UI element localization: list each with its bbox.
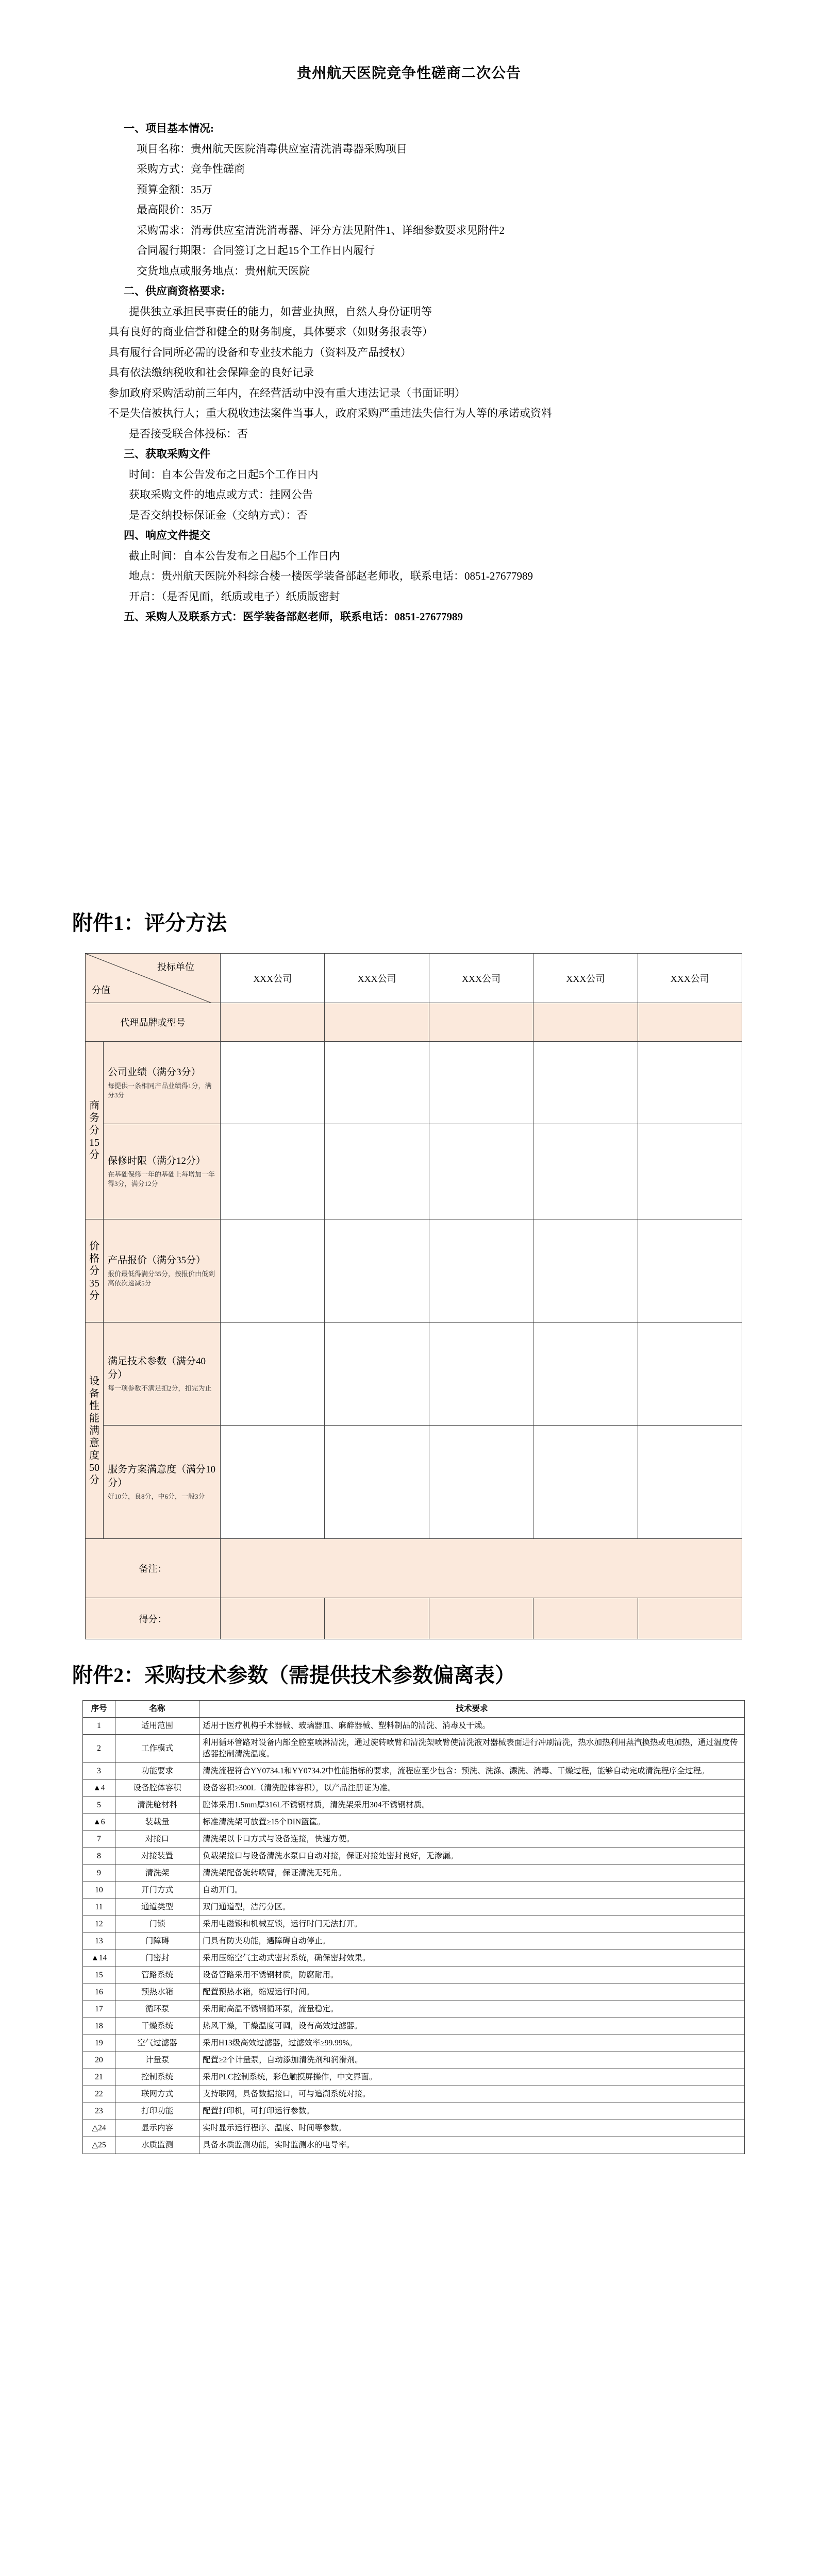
row-seq: 10 bbox=[83, 1882, 115, 1899]
section1-line: 最高限价：35万 bbox=[137, 204, 212, 216]
row-seq: △24 bbox=[83, 2120, 115, 2137]
page-title: 贵州航天医院竞争性磋商二次公告 bbox=[296, 65, 521, 81]
tech-params-table-part1 bbox=[82, 1700, 745, 2154]
group-tech: 设备性能满意度50分 bbox=[86, 1323, 104, 1539]
row-requirement: 清洗架以卡口方式与设备连接，快速方便。 bbox=[199, 1831, 745, 1848]
row-name: 门障碍 bbox=[115, 1933, 199, 1950]
attachment2-title: 附件2：采购技术参数（需提供技术参数偏离表） bbox=[72, 1664, 515, 1687]
row-seq: 9 bbox=[83, 1865, 115, 1882]
section2-line: 不是失信被执行人；重大税收违法案件当事人，政府采购严重违法失信行为人等的承诺或资料 bbox=[108, 407, 552, 419]
section4-line: 截止时间：自本公告发布之日起5个工作日内 bbox=[129, 549, 340, 562]
row-requirement: 配置预热水箱，缩短运行时间。 bbox=[199, 1984, 745, 2001]
row-requirement: 具备水质监测功能，实时监测水的电导率。 bbox=[199, 2137, 745, 2154]
announcement-body bbox=[108, 118, 706, 628]
table-row bbox=[83, 1950, 745, 1967]
group-price: 价格分35分 bbox=[86, 1219, 104, 1323]
row-seq: 21 bbox=[83, 2069, 115, 2086]
row-name: 适用范围 bbox=[115, 1718, 199, 1735]
row-name: 清洗架 bbox=[115, 1865, 199, 1882]
row-seq: 23 bbox=[83, 2103, 115, 2120]
row-seq: 16 bbox=[83, 1984, 115, 2001]
section1-line: 采购需求：消毒供应室清洗消毒器、评分方法见附件1、详细参数要求见附件2 bbox=[137, 224, 505, 236]
row-name: 通道类型 bbox=[115, 1899, 199, 1916]
table-row bbox=[83, 1984, 745, 2001]
row-requirement: 采用耐高温不锈钢循环泵，流量稳定。 bbox=[199, 2001, 745, 2018]
section2-line: 具有依法缴纳税收和社会保障金的良好记录 bbox=[108, 366, 314, 379]
section3-heading: 三、获取采购文件 bbox=[124, 448, 210, 460]
scoring-table bbox=[85, 953, 742, 1639]
row-name: 联网方式 bbox=[115, 2086, 199, 2103]
corner-top-label: 投标单位 bbox=[157, 962, 194, 972]
table-row bbox=[83, 1916, 745, 1933]
row-seq: ▲14 bbox=[83, 1950, 115, 1967]
corner-bottom-label: 分值 bbox=[92, 985, 110, 995]
row-requirement: 标准清洗架可放置≥15个DIN篮筐。 bbox=[199, 1814, 745, 1831]
row-requirement: 清洗架配备旋转喷臂，保证清洗无死角。 bbox=[199, 1865, 745, 1882]
section1-heading: 一、项目基本情况: bbox=[124, 122, 214, 134]
row-requirement: 门具有防夹功能，遇障碍自动停止。 bbox=[199, 1933, 745, 1950]
criterion-warranty: 保修时限（满分12分） 在基础保修一年的基础上每增加一年得3分，满分12分 bbox=[104, 1124, 221, 1219]
section2-line: 参加政府采购活动前三年内，在经营活动中没有重大违法记录（书面证明） bbox=[108, 386, 465, 399]
section4-line: 开启：（是否见面，纸质或电子）纸质版密封 bbox=[129, 590, 340, 603]
header-name: 名称 bbox=[115, 1701, 199, 1718]
table-row bbox=[83, 2035, 745, 2052]
section3-line: 时间：自本公告发布之日起5个工作日内 bbox=[129, 468, 319, 481]
row-name: 预热水箱 bbox=[115, 1984, 199, 2001]
brand-row-label: 代理品牌或型号 bbox=[86, 1003, 221, 1042]
row-requirement: 自动开门。 bbox=[199, 1882, 745, 1899]
section1-line: 预算金额：35万 bbox=[137, 183, 212, 196]
company-header: XXX公司 bbox=[638, 954, 742, 1003]
row-requirement: 设备容积≥300L（清洗腔体容积），以产品注册证为准。 bbox=[199, 1780, 745, 1797]
row-name: 门密封 bbox=[115, 1950, 199, 1967]
row-seq: 11 bbox=[83, 1899, 115, 1916]
row-seq: 20 bbox=[83, 2052, 115, 2069]
table-row bbox=[83, 2103, 745, 2120]
table-row bbox=[83, 1899, 745, 1916]
row-name: 开门方式 bbox=[115, 1882, 199, 1899]
row-requirement: 腔体采用1.5mm厚316L不锈钢材质，清洗架采用304不锈钢材质。 bbox=[199, 1797, 745, 1814]
company-header: XXX公司 bbox=[533, 954, 638, 1003]
criterion-tech-params: 满足技术参数（满分40分） 每一项参数不满足扣2分，扣完为止 bbox=[104, 1323, 221, 1426]
row-requirement: 采用电磁锁和机械互锁，运行时门无法打开。 bbox=[199, 1916, 745, 1933]
row-name: 门锁 bbox=[115, 1916, 199, 1933]
row-requirement: 设备管路采用不锈钢材质，防腐耐用。 bbox=[199, 1967, 745, 1984]
row-name: 计量泵 bbox=[115, 2052, 199, 2069]
row-seq: 18 bbox=[83, 2018, 115, 2035]
section2-line: 是否接受联合体投标：否 bbox=[129, 427, 248, 440]
row-seq: 7 bbox=[83, 1831, 115, 1848]
row-requirement: 热风干燥，干燥温度可调，设有高效过滤器。 bbox=[199, 2018, 745, 2035]
row-seq: 17 bbox=[83, 2001, 115, 2018]
row-seq: 1 bbox=[83, 1718, 115, 1735]
row-seq: 22 bbox=[83, 2086, 115, 2103]
row-name: 工作模式 bbox=[115, 1735, 199, 1763]
table-row bbox=[83, 1865, 745, 1882]
row-name: 对接口 bbox=[115, 1831, 199, 1848]
row-seq: 3 bbox=[83, 1763, 115, 1780]
table-row bbox=[83, 2052, 745, 2069]
row-seq: 2 bbox=[83, 1735, 115, 1763]
group-business: 商务分15分 bbox=[86, 1042, 104, 1219]
table-corner bbox=[86, 954, 221, 1003]
company-header: XXX公司 bbox=[429, 954, 533, 1003]
table-row bbox=[83, 1797, 745, 1814]
table-row bbox=[83, 1735, 745, 1763]
table-row bbox=[83, 2018, 745, 2035]
table-row bbox=[83, 1933, 745, 1950]
row-requirement: 配置≥2个计量泵，自动添加清洗剂和润滑剂。 bbox=[199, 2052, 745, 2069]
table-row bbox=[83, 1814, 745, 1831]
row-seq: ▲6 bbox=[83, 1814, 115, 1831]
row-name: 控制系统 bbox=[115, 2069, 199, 2086]
section3-line: 是否交纳投标保证金（交纳方式）：否 bbox=[129, 509, 308, 521]
table-row bbox=[83, 2069, 745, 2086]
company-header: XXX公司 bbox=[325, 954, 429, 1003]
row-requirement: 利用循环管路对设备内部全腔室喷淋清洗，通过旋转喷臂和清洗架喷臂使清洗液对器械表面进行冲刷清洗，热水加热利用蒸汽换热或电加热，通过温度传感器控制清洗温度。 bbox=[199, 1735, 745, 1763]
row-name: 显示内容 bbox=[115, 2120, 199, 2137]
section5-text: 五、采购人及联系方式：医学装备部赵老师，联系电话：0851-27677989 bbox=[124, 611, 463, 623]
table-row bbox=[83, 1718, 745, 1735]
row-seq: 19 bbox=[83, 2035, 115, 2052]
row-requirement: 实时显示运行程序、温度、时间等参数。 bbox=[199, 2120, 745, 2137]
row-seq: △25 bbox=[83, 2137, 115, 2154]
row-name: 设备腔体容积 bbox=[115, 1780, 199, 1797]
criterion-price: 产品报价（满分35分） 报价最低得满分35分，按报价由低到高依次递减5分 bbox=[104, 1219, 221, 1323]
row-requirement: 清洗流程符合YY0734.1和YY0734.2中性能指标的要求，流程应至少包含：预洗、洗涤、漂洗、消毒、干燥过程，能够自动完成清洗程序全过程。 bbox=[199, 1763, 745, 1780]
row-seq: 8 bbox=[83, 1848, 115, 1865]
section2-line: 具有良好的商业信誉和健全的财务制度，具体要求（如财务报表等） bbox=[108, 326, 433, 338]
table-row bbox=[83, 1848, 745, 1865]
row-name: 功能要求 bbox=[115, 1763, 199, 1780]
row-name: 水质监测 bbox=[115, 2137, 199, 2154]
row-requirement: 采用H13级高效过滤器，过滤效率≥99.99%。 bbox=[199, 2035, 745, 2052]
row-seq: 15 bbox=[83, 1967, 115, 1984]
row-requirement: 双门通道型，洁污分区。 bbox=[199, 1899, 745, 1916]
row-requirement: 采用PLC控制系统，彩色触摸屏操作，中文界面。 bbox=[199, 2069, 745, 2086]
section1-line: 交货地点或服务地点：贵州航天医院 bbox=[137, 264, 310, 277]
section3-line: 获取采购文件的地点或方式：挂网公告 bbox=[129, 488, 313, 501]
row-requirement: 负载架接口与设备清洗水泵口自动对接，保证对接处密封良好，无渗漏。 bbox=[199, 1848, 745, 1865]
section2-line: 提供独立承担民事责任的能力，如营业执照，自然人身份证明等 bbox=[129, 305, 432, 318]
row-name: 打印功能 bbox=[115, 2103, 199, 2120]
table-row bbox=[83, 1967, 745, 1984]
table-row bbox=[83, 2137, 745, 2154]
row-name: 干燥系统 bbox=[115, 2018, 199, 2035]
table-row bbox=[83, 2120, 745, 2137]
table-row bbox=[83, 1763, 745, 1780]
row-requirement: 配置打印机，可打印运行参数。 bbox=[199, 2103, 745, 2120]
row-requirement: 采用压缩空气主动式密封系统，确保密封效果。 bbox=[199, 1950, 745, 1967]
table-row bbox=[83, 2001, 745, 2018]
criterion-performance: 公司业绩（满分3分） 每提供一条相同产品业绩得1分，满分3分 bbox=[104, 1042, 221, 1124]
section2-line: 具有履行合同所必需的设备和专业技术能力（资料及产品授权） bbox=[108, 346, 411, 359]
row-seq: ▲4 bbox=[83, 1780, 115, 1797]
row-name: 清洗舱材料 bbox=[115, 1797, 199, 1814]
section4-heading: 四、响应文件提交 bbox=[124, 529, 210, 541]
company-header: XXX公司 bbox=[221, 954, 325, 1003]
row-seq: 12 bbox=[83, 1916, 115, 1933]
remark-label: 备注： bbox=[86, 1539, 221, 1598]
table-row bbox=[83, 1882, 745, 1899]
row-name: 空气过滤器 bbox=[115, 2035, 199, 2052]
section4-line: 地点：贵州航天医院外科综合楼一楼医学装备部赵老师收，联系电话：0851-27677989 bbox=[129, 570, 533, 582]
row-name: 对接装置 bbox=[115, 1848, 199, 1865]
table-row bbox=[83, 2086, 745, 2103]
table-row bbox=[83, 1831, 745, 1848]
section1-line: 采购方式：竞争性磋商 bbox=[137, 163, 245, 175]
section1-line: 项目名称：贵州航天医院消毒供应室清洗消毒器采购项目 bbox=[137, 142, 407, 155]
row-name: 循环泵 bbox=[115, 2001, 199, 2018]
section2-heading: 二、供应商资格要求: bbox=[124, 285, 225, 297]
section1-line: 合同履行期限：合同签订之日起15个工作日内履行 bbox=[137, 244, 375, 257]
header-seq: 序号 bbox=[83, 1701, 115, 1718]
row-name: 装载量 bbox=[115, 1814, 199, 1831]
row-seq: 13 bbox=[83, 1933, 115, 1950]
row-requirement: 适用于医疗机构手术器械、玻璃器皿、麻醉器械、塑料制品的清洗、消毒及干燥。 bbox=[199, 1718, 745, 1735]
attachment1-title: 附件1：评分方法 bbox=[72, 911, 227, 935]
criterion-service: 服务方案满意度（满分10分） 好10分，良8分，中6分，一般3分 bbox=[104, 1426, 221, 1539]
table-row bbox=[83, 1780, 745, 1797]
row-name: 管路系统 bbox=[115, 1967, 199, 1984]
score-label: 得分： bbox=[86, 1598, 221, 1639]
row-seq: 5 bbox=[83, 1797, 115, 1814]
row-requirement: 支持联网，具备数据接口，可与追溯系统对接。 bbox=[199, 2086, 745, 2103]
header-requirement: 技术要求 bbox=[199, 1701, 745, 1718]
